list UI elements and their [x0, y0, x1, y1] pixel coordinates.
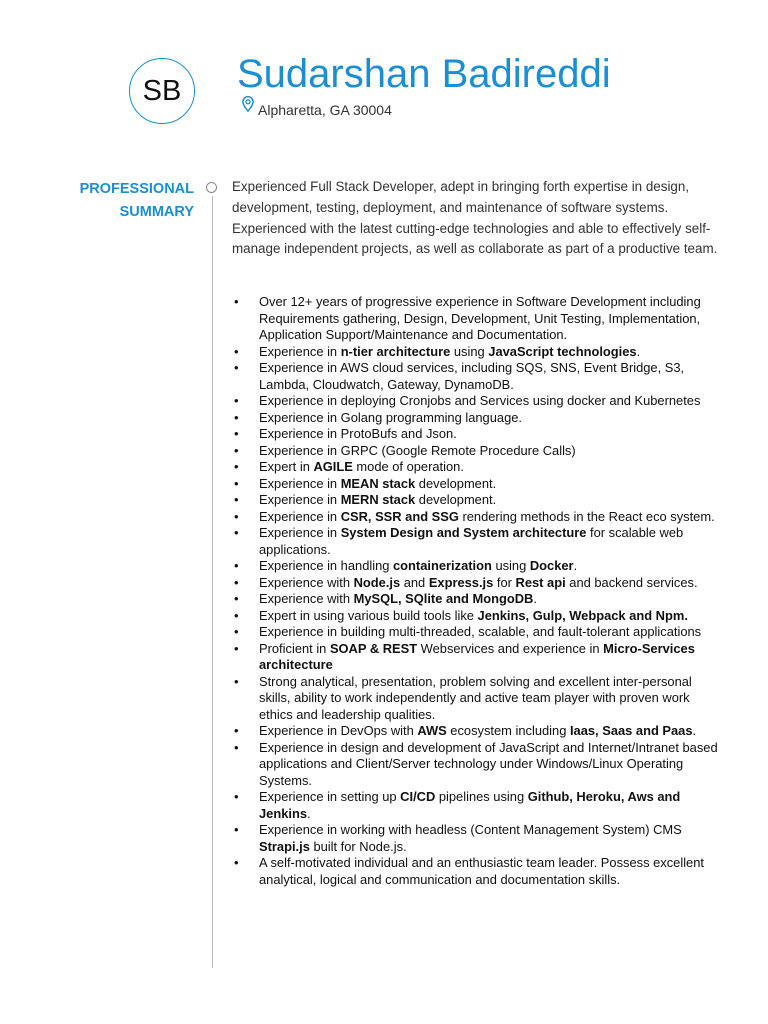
text: Experience in deploying Cronjobs and Services using docker and Kubernetes [259, 393, 701, 408]
bold-text: Node.js [353, 574, 401, 590]
list-item [232, 426, 722, 443]
location-row [242, 96, 392, 118]
list-item [232, 641, 722, 674]
text: Experience in [259, 343, 341, 359]
text: Experience in design and development of JavaScript and Internet/Intranet based applications and Client/Server technology under Windows/Linux Operating Systems. [259, 739, 718, 788]
list-item [232, 459, 722, 476]
initials: SB [142, 74, 182, 107]
text: Webservices and experience in [417, 640, 604, 656]
text: Strong analytical, presentation, problem solving and excellent inter-personal skills, ability to work independently and active team player with proven work ethics and leadership qualities. [259, 673, 692, 722]
bold-text: Iaas, Saas and Paas [569, 723, 693, 738]
text: mode of operation. [352, 459, 464, 474]
bold-text: System Design and System architecture [340, 525, 587, 540]
text: Experience in GRPC (Google Remote Procedure Calls) [259, 442, 576, 458]
list-item [232, 591, 722, 608]
bold-text: Jenkins, Gulp, Webpack and Npm. [477, 607, 688, 623]
list-item [232, 822, 722, 855]
list-item [232, 344, 722, 361]
bold-text: AGILE [313, 459, 353, 474]
bold-text: AWS [417, 723, 447, 738]
text: A self-motivated individual and an enthusiastic team leader. Possess excellent analytical, logical and communication and documentation skills. [259, 855, 704, 887]
timeline-dot [206, 182, 217, 193]
list-item [232, 410, 722, 427]
text: ecosystem including [446, 723, 570, 738]
text: Experience in [259, 475, 341, 491]
bold-text: Express.js [428, 574, 494, 590]
list-item [232, 674, 722, 724]
text: Experience in [259, 508, 341, 524]
text: Experience in DevOps with [259, 723, 418, 738]
list-item [232, 740, 722, 790]
text: . [573, 558, 578, 573]
timeline-line [212, 196, 213, 968]
text: using [491, 558, 530, 573]
text: Experience with [259, 574, 354, 590]
list-item [232, 789, 722, 822]
text: Experience in ProtoBufs and Json. [259, 426, 457, 441]
list-item [232, 476, 722, 493]
bold-text: JavaScript technologies [488, 343, 637, 359]
text: using [450, 343, 489, 359]
bold-text: Github, Heroku, Aws and Jenkins [259, 789, 681, 821]
text: Experience in building multi-threaded, scalable, and fault-tolerant applications [259, 624, 702, 639]
list-item [232, 855, 722, 888]
text: Experience in AWS cloud services, including SQS, SNS, Event Bridge, S3, Lambda, Cloudwatch, Gateway, DynamoDB. [259, 360, 685, 392]
text: Expert in [259, 459, 314, 474]
text: Over 12+ years of progressive experience in Software Development including Requirements gathering, Design, Development, Unit Testing, Implementation, Application Support/Maintenance and Documentation. [259, 294, 701, 342]
bold-text: CSR, SSR and SSG [340, 508, 459, 524]
bold-text: Docker [529, 558, 574, 573]
bold-text: Micro-Services architecture [259, 640, 695, 672]
text: . [307, 805, 311, 821]
bold-text: SOAP & REST [329, 640, 418, 656]
section-title-line1: PROFESSIONAL [79, 181, 194, 197]
list-item [232, 509, 722, 526]
text: Experience in Golang programming language. [259, 409, 522, 425]
list-item [232, 443, 722, 460]
text: and [400, 574, 429, 590]
list-item [232, 360, 722, 393]
bold-text: MySQL, SQlite and MongoDB [353, 591, 534, 606]
list-item [232, 723, 722, 740]
candidate-name: Sudarshan Badireddi [237, 52, 611, 96]
list-item [232, 393, 722, 410]
text: development. [415, 492, 497, 507]
list-item [232, 492, 722, 509]
text: Experience in [259, 492, 341, 507]
location-text: Alpharetta, GA 30004 [258, 102, 392, 118]
bold-text: MERN stack [340, 492, 416, 507]
text: . [533, 591, 537, 606]
text: development. [415, 475, 497, 491]
text: Experience in [259, 525, 341, 540]
text: Proficient in [259, 640, 330, 656]
bold-text: n-tier architecture [340, 343, 451, 359]
list-item [232, 575, 722, 592]
text: . [636, 343, 641, 359]
text: Expert in using various build tools like [259, 607, 478, 623]
list-item [232, 608, 722, 625]
text: Experience with [259, 591, 354, 606]
bold-text: MEAN stack [340, 475, 416, 491]
bold-text: CI/CD [400, 789, 436, 804]
text: Experience in working with headless (Content Management System) CMS [259, 822, 682, 837]
text: pipelines using [435, 789, 528, 804]
text: and backend services. [565, 574, 698, 590]
text: Experience in setting up [259, 789, 401, 804]
monogram-avatar [129, 58, 195, 124]
bold-text: Rest api [515, 574, 566, 590]
list-item [232, 624, 722, 641]
section-title [34, 178, 194, 224]
text: Experience in handling [259, 558, 394, 573]
text: built for Node.js. [309, 838, 407, 854]
bold-text: Strapi.js [259, 838, 310, 854]
list-item [232, 558, 722, 575]
list-item [232, 525, 722, 558]
text: rendering methods in the React eco system. [458, 508, 715, 524]
highlights-list [232, 294, 722, 888]
list-item [232, 294, 722, 344]
section-title-line2: SUMMARY [119, 204, 194, 220]
text: for scalable web applications. [259, 525, 684, 557]
bold-text: containerization [393, 558, 492, 573]
text: for [493, 574, 516, 590]
map-pin-icon [242, 96, 254, 112]
summary-paragraph: Experienced Full Stack Developer, adept in bringing forth expertise in design, development, testing, deployment, and maintenance of software systems. Experienced with the latest cutting-edge technologies and able to effectively self-manage independent projects, as well as collaborate as part of a productive team. [232, 179, 718, 257]
text: . [692, 723, 697, 738]
